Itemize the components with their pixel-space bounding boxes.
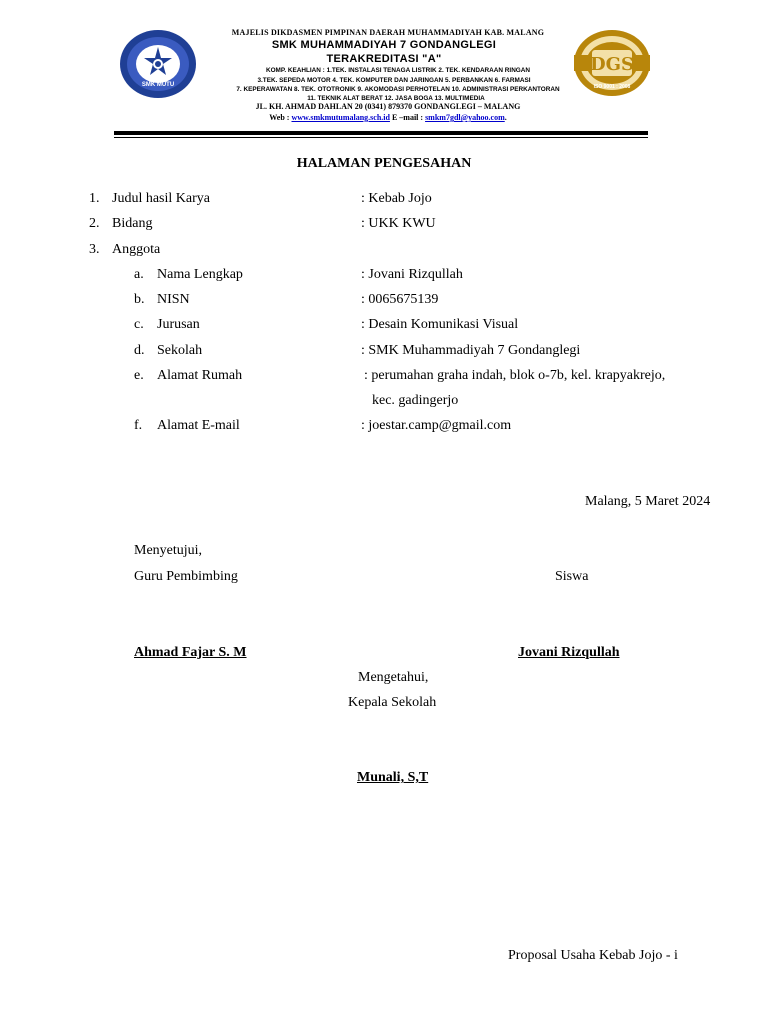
email-link[interactable]: smkm7gdl@yahoo.com [425, 113, 505, 122]
subitem-e-letter: e. [134, 368, 144, 383]
advisor-role: Guru Pembimbing [134, 569, 238, 584]
header-programs-2: 3.TEK. SEPEDA MOTOR 4. TEK. KOMPUTER DAN JARINGAN 5. PERBANKAN 6. FARMASI [257, 77, 531, 84]
subitem-c-letter: c. [134, 317, 144, 332]
subitem-c-label: Jurusan [157, 317, 200, 332]
logo-right-caption: ISO 9001 : 2008 [593, 84, 631, 90]
web-label: Web : [269, 113, 292, 122]
subitem-a-label: Nama Lengkap [157, 267, 243, 282]
subitem-c-value: : Desain Komunikasi Visual [361, 317, 519, 332]
subitem-e-label: Alamat Rumah [157, 368, 243, 383]
header-contact [0, 113, 768, 122]
subitem-f-value: : joestar.camp@gmail.com [361, 418, 512, 433]
item-2-label: Bidang [112, 216, 153, 231]
item-1-value: : Kebab Jojo [361, 191, 432, 206]
header-school-name: SMK MUHAMMADIYAH 7 GONDANGLEGI [271, 39, 497, 51]
logo-left-caption: SMK MUTU [141, 82, 175, 88]
subitem-d-value: : SMK Muhammadiyah 7 Gondanglegi [361, 343, 581, 358]
subitem-a-letter: a. [134, 267, 144, 282]
subitem-d-label: Sekolah [157, 343, 203, 358]
item-3-number: 3. [89, 242, 100, 257]
email-label: E –mail : [389, 113, 426, 122]
approval-text: Menyetujui, [134, 543, 203, 558]
header-programs-4: 11. TEKNIK ALAT BERAT 12. JASA BOGA 13. MULTIMEDIA [307, 95, 485, 102]
item-2-number: 2. [89, 216, 100, 231]
item-1-number: 1. [89, 191, 100, 206]
header-accreditation: TERAKREDITASI "A" [326, 53, 442, 65]
header-divider-thick [114, 131, 648, 135]
item-3-label: Anggota [112, 242, 161, 257]
page-footer: Proposal Usaha Kebab Jojo - i [508, 948, 678, 963]
item-2-value: : UKK KWU [361, 216, 436, 231]
headmaster-name: Munali, S,T [357, 770, 429, 785]
item-1-label: Judul hasil Karya [112, 191, 210, 206]
place-date: Malang, 5 Maret 2024 [585, 494, 711, 509]
header-divider-thin [114, 137, 648, 138]
student-name: Jovani Rizqullah [518, 645, 620, 660]
header-programs-1: KOMP. KEAHLIAN : 1.TEK. INSTALASI TENAGA LISTRIK 2. TEK. KENDARAAN RINGAN [265, 67, 531, 74]
subitem-f-letter: f. [134, 418, 143, 433]
subitem-e-value: : perumahan graha indah, blok o-7b, kel. krapyakrejo, [364, 368, 666, 383]
subitem-b-letter: b. [134, 292, 145, 307]
header-address: JL. KH. AHMAD DAHLAN 20 (0341) 879370 GONDANGLEGI – MALANG [255, 102, 521, 111]
student-role: Siswa [555, 569, 589, 584]
contact-end: . [504, 113, 507, 122]
subitem-d-letter: d. [134, 343, 145, 358]
subitem-b-label: NISN [157, 292, 190, 307]
headmaster-role: Kepala Sekolah [348, 695, 437, 710]
acknowledge-text: Mengetahui, [358, 670, 429, 685]
subitem-b-value: : 0065675139 [361, 292, 439, 307]
subitem-e-value-cont: kec. gadingerjo [372, 393, 459, 408]
subitem-f-label: Alamat E-mail [157, 418, 240, 433]
header-organization: MAJELIS DIKDASMEN PIMPINAN DAERAH MUHAMMADIYAH KAB. MALANG [231, 28, 545, 37]
page-title: HALAMAN PENGESAHAN [296, 156, 472, 171]
website-link[interactable]: www.smkmutumalang.sch.id [291, 113, 390, 122]
header-programs-3: 7. KEPERAWATAN 8. TEK. OTOTRONIK 9. AKOMODASI PERHOTELAN 10. ADMINISTRASI PERKANTORAN [236, 86, 560, 93]
svg-text:DGS: DGS [590, 54, 634, 75]
advisor-name: Ahmad Fajar S. M [134, 645, 247, 660]
subitem-a-value: : Jovani Rizqullah [361, 267, 463, 282]
